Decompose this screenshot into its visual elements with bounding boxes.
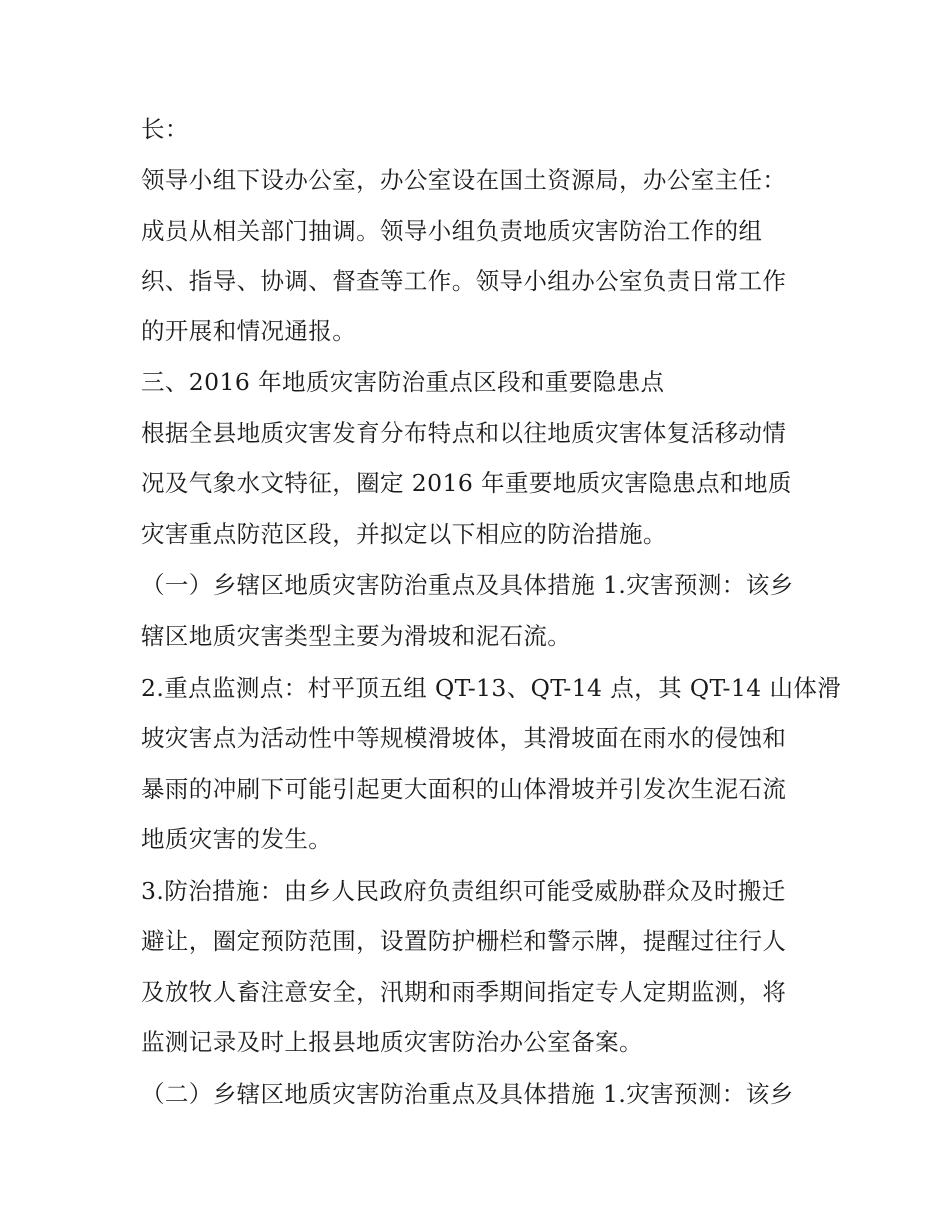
text-line-13: 坡灾害点为活动性中等规模滑坡体，其滑坡面在雨水的侵蚀和 — [141, 724, 787, 752]
subsection-heading-1: （一）乡辖区地质灾害防治重点及具体措施 1.灾害预测：该乡 — [141, 571, 794, 599]
text-line-16: 3.防治措施：由乡人民政府负责组织可能受威胁群众及时搬迁 — [141, 877, 786, 905]
subsection-heading-2: （二）乡辖区地质灾害防治重点及具体措施 1.灾害预测：该乡 — [141, 1080, 794, 1108]
text-line-4: 织、指导、协调、督查等工作。领导小组办公室负责日常工作 — [141, 267, 787, 295]
text-line-19: 监测记录及时上报县地质灾害防治办公室备案。 — [141, 1028, 643, 1056]
section-heading-3: 三、2016 年地质灾害防治重点区段和重要隐患点 — [141, 368, 665, 396]
text-line-2: 领导小组下设办公室，办公室设在国土资源局，办公室主任： — [141, 166, 787, 194]
text-line-18: 及放牧人畜注意安全，汛期和雨季期间指定专人定期监测，将 — [141, 978, 787, 1006]
text-line-11: 辖区地质灾害类型主要为滑坡和泥石流。 — [141, 622, 572, 650]
text-line-7: 根据全县地质灾害发育分布特点和以往地质灾害体复活移动情 — [141, 419, 787, 447]
text-line-5: 的开展和情况通报。 — [141, 317, 357, 345]
text-line-15: 地质灾害的发生。 — [141, 825, 333, 853]
text-line-1: 长： — [141, 115, 189, 143]
text-line-3: 成员从相关部门抽调。领导小组负责地质灾害防治工作的组 — [141, 217, 763, 245]
text-line-8: 况及气象水文特征，圈定 2016 年重要地质灾害隐患点和地质 — [141, 469, 792, 497]
text-line-14: 暴雨的冲刷下可能引起更大面积的山体滑坡并引发次生泥石流 — [141, 775, 787, 803]
text-line-9: 灾害重点防范区段，并拟定以下相应的防治措施。 — [141, 520, 667, 548]
text-line-12: 2.重点监测点：村平顶五组 QT-13、QT-14 点，其 QT-14 山体滑 — [141, 674, 842, 702]
text-line-17: 避让，圈定预防范围，设置防护栅栏和警示牌，提醒过往行人 — [141, 927, 787, 955]
